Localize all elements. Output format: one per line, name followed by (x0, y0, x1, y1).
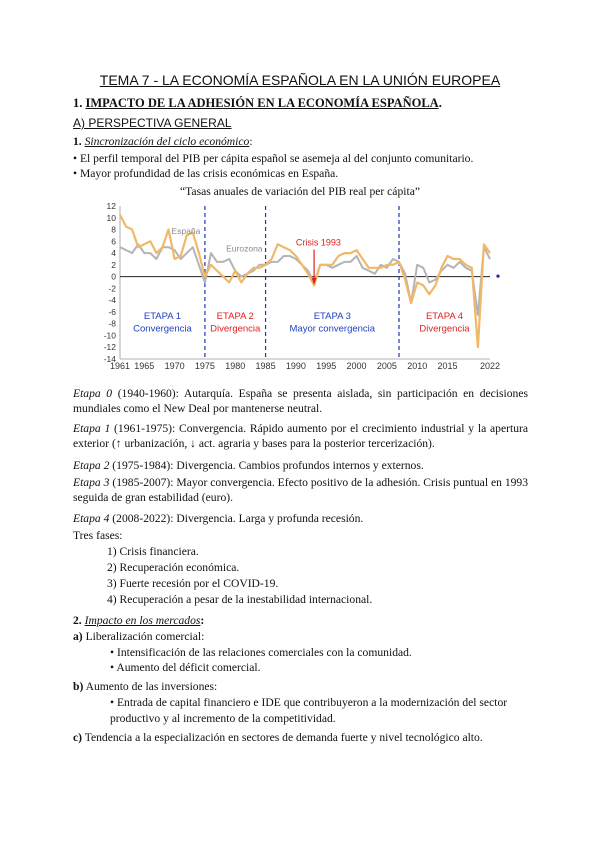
subheading-title: Impacto en los mercados (84, 614, 201, 627)
point-c (73, 730, 483, 745)
y-tick-label: 12 (106, 201, 116, 211)
x-tick-label: 1975 (194, 361, 215, 371)
subheading-colon: : (249, 135, 253, 148)
end-marker (496, 275, 499, 278)
fase-item: 1) Crisis financiera. (107, 545, 199, 558)
stage-label: ETAPA 4 (425, 310, 464, 322)
etapa-2-label: Etapa 2 (73, 459, 110, 472)
section-heading-text: IMPACTO DE LA ADHESIÓN EN LA ECONOMÍA ESPAÑOLA (85, 96, 439, 110)
point-b (73, 679, 217, 694)
subheading-number: 1. (73, 135, 82, 148)
gdp-line-chart (94, 198, 504, 378)
etapa-1-label: Etapa 1 (73, 422, 111, 435)
section-heading-1 (73, 96, 442, 111)
subheading-number: 2. (73, 614, 82, 627)
etapa-0 (73, 386, 528, 416)
fase-item: 4) Recuperación a pesar de la inestabilidad internacional. (107, 593, 373, 606)
y-tick-label: -6 (108, 306, 116, 317)
fase-item: 2) Recuperación económica. (107, 561, 240, 574)
etapa-1-text: (1961-1975): Convergencia. Rápido aumento por el crecimiento industrial y la apertura exterior (↑ urbanización, ↓ act. agraria y bases para la posterior tercerización). (73, 422, 528, 450)
point-b-item-cont: productivo y al incremento de la competitividad. (110, 712, 336, 725)
x-tick-label: 1961 (109, 361, 131, 371)
x-tick-label: 2005 (376, 361, 397, 371)
y-tick-label: 0 (111, 271, 116, 282)
x-tick-label: 1995 (316, 361, 337, 371)
stage-label: ETAPA 1 (143, 310, 182, 322)
x-tick-label: 1970 (164, 361, 185, 371)
bullet-2: • Mayor profundidad de las crisis económicas en España. (73, 167, 339, 180)
y-tick-label: 2 (111, 259, 116, 270)
tres-fases: Tres fases: (73, 529, 123, 542)
series-label-eurozona: Eurozona (226, 243, 263, 254)
y-tick-label: -8 (108, 318, 116, 329)
point-c-label: c) (73, 731, 83, 744)
x-tick-label: 1980 (225, 361, 246, 371)
etapa-2 (73, 458, 424, 473)
subheading-1 (73, 134, 253, 149)
stage-label: ETAPA 2 (216, 310, 254, 322)
x-tick-label: 2010 (407, 361, 428, 371)
series-line-eurozona (120, 244, 490, 315)
y-tick-label: -14 (103, 354, 116, 364)
point-c-text: Tendencia a la especialización en sectores de demanda fuerte y nivel tecnológico alto. (82, 731, 483, 744)
etapa-4-text: (2008-2022): Divergencia. Larga y profunda recesión. (109, 512, 364, 525)
y-tick-label: 4 (111, 248, 116, 259)
point-b-item: • Entrada de capital financiero e IDE que contribuyeron a la modernización del sector (110, 696, 508, 709)
y-tick-label: -10 (103, 330, 116, 341)
page-title: TEMA 7 - LA ECONOMÍA ESPAÑOLA EN LA UNIÓN EUROPEA (99, 72, 501, 88)
x-tick-label: 2022 (479, 361, 501, 371)
etapa-0-text: (1940-1960): Autarquía. España se presenta aislada, sin participación en decisiones mundiales como el New Deal por mantenerse neutral. (73, 387, 528, 415)
point-b-text: Aumento de las inversiones: (83, 680, 218, 693)
x-tick-label: 1990 (285, 361, 306, 371)
bullet-1: • El perfil temporal del PIB per cápita español se asemeja al del conjunto comunitario. (73, 152, 474, 165)
subsection-a: A) PERSPECTIVA GENERAL (73, 116, 232, 130)
x-tick-label: 2015 (437, 361, 458, 371)
stage-sublabel: Divergencia (419, 323, 470, 335)
point-a-item: • Intensificación de las relaciones comerciales con la comunidad. (110, 646, 412, 659)
etapa-2-text: (1975-1984): Divergencia. Cambios profundos internos y externos. (109, 459, 424, 472)
section-heading-end: . (438, 96, 442, 110)
etapa-4 (73, 511, 363, 526)
etapa-4-label: Etapa 4 (73, 512, 110, 525)
chart-caption: “Tasas anuales de variación del PIB real per cápita” (180, 185, 420, 198)
x-tick-label: 1985 (255, 361, 276, 371)
fase-item: 3) Fuerte recesión por el COVID-19. (107, 577, 279, 590)
y-tick-label: 8 (111, 224, 116, 235)
x-tick-label: 1965 (134, 361, 155, 371)
etapa-3-text: (1985-2007): Mayor convergencia. Efecto positivo de la adhesión. Crisis puntual en 1993 seguida de gran estabilidad (euro). (73, 476, 529, 504)
etapa-3 (73, 475, 528, 505)
etapa-1 (73, 421, 528, 451)
point-a-text: Liberalización comercial: (82, 630, 205, 643)
subheading-2 (73, 613, 204, 628)
stage-label: ETAPA 3 (313, 310, 351, 322)
x-tick-label: 2000 (346, 361, 367, 371)
y-tick-label: 6 (111, 236, 116, 247)
point-b-label: b) (73, 680, 84, 693)
series-label-espana: España (171, 226, 201, 237)
etapa-3-label: Etapa 3 (73, 476, 110, 489)
etapa-0-label: Etapa 0 (73, 387, 113, 400)
stage-sublabel: Convergencia (133, 323, 192, 335)
point-a (73, 629, 204, 644)
y-tick-label: -2 (108, 283, 116, 294)
y-tick-label: 10 (106, 212, 116, 223)
stage-sublabel: Mayor convergencia (289, 323, 376, 335)
point-a-item: • Aumento del déficit comercial. (110, 661, 261, 674)
point-a-label: a) (73, 630, 83, 643)
crisis-1993-label: Crisis 1993 (295, 237, 341, 248)
subheading-colon: : (200, 614, 205, 627)
section-number: 1. (73, 96, 83, 110)
subheading-title: Sincronización del ciclo económico (84, 135, 250, 148)
stage-sublabel: Divergencia (210, 323, 261, 335)
y-tick-label: -4 (108, 295, 116, 306)
y-tick-label: -12 (103, 342, 116, 353)
